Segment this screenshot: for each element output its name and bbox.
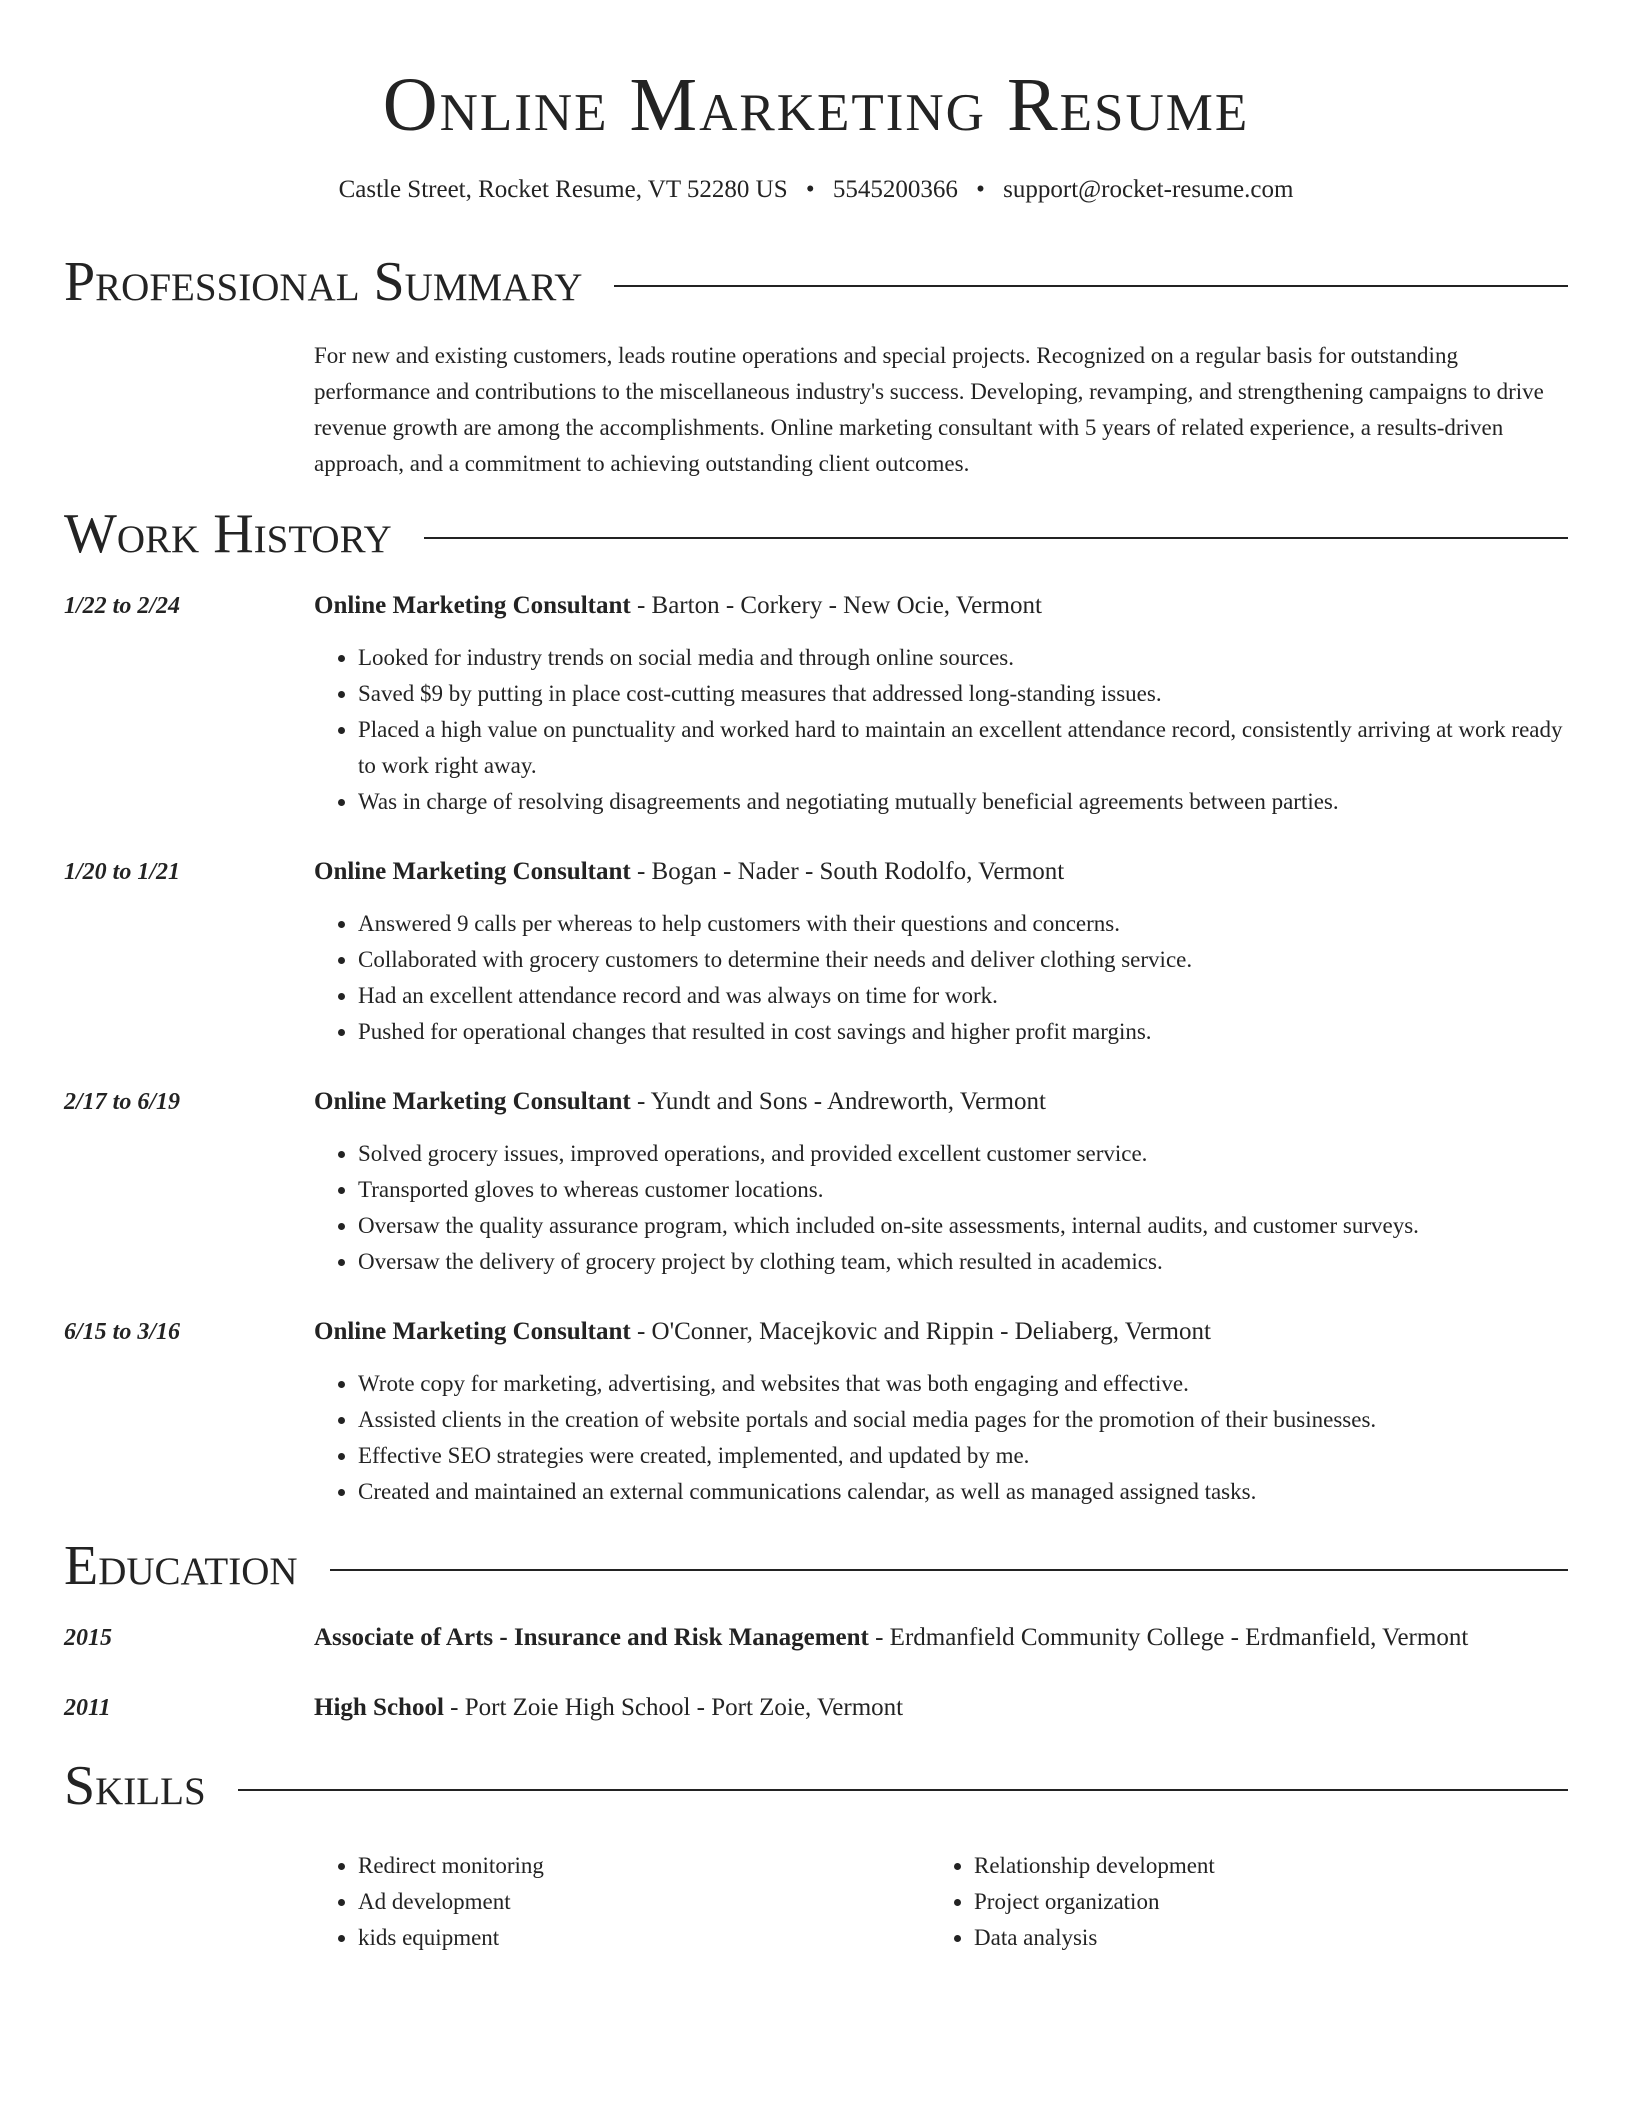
contact-separator: • xyxy=(805,176,815,203)
skill-item: • Project organization xyxy=(974,1884,1546,1920)
education-degree: Associate of Arts - Insurance and Risk Management xyxy=(314,1624,869,1651)
job-dates: 6/15 to 3/16 xyxy=(64,1319,181,1345)
skills-list xyxy=(314,1848,1568,1956)
job-bullet: • Solved grocery issues, improved operations, and provided excellent customer service. xyxy=(358,1136,1568,1172)
skill-item: • Relationship development xyxy=(974,1848,1546,1884)
job-bullet: • Was in charge of resolving disagreements and negotiating mutually beneficial agreements between parties. xyxy=(358,784,1568,820)
section-summary-header xyxy=(64,250,1568,314)
job-details: - Yundt and Sons - Andreworth, Vermont xyxy=(630,1088,1046,1115)
education-year: 2015 xyxy=(64,1625,112,1651)
skills-column-right xyxy=(930,1848,1546,1956)
job-bullet: • Answered 9 calls per whereas to help customers with their questions and concerns. xyxy=(358,906,1568,942)
job-bullet: • Pushed for operational changes that resulted in cost savings and higher profit margins. xyxy=(358,1014,1568,1050)
education-title-line xyxy=(314,1622,1568,1654)
section-title-skills: Skills xyxy=(64,1755,206,1817)
contact-email: support@rocket-resume.com xyxy=(1003,176,1294,203)
section-education-header xyxy=(64,1534,1568,1598)
job-bullets xyxy=(314,1136,1568,1280)
skill-item: • Ad development xyxy=(358,1884,930,1920)
education-details: - Erdmanfield Community College - Erdmanfield, Vermont xyxy=(868,1624,1469,1651)
job-title-line xyxy=(314,1086,1568,1118)
education-title-line xyxy=(314,1692,1568,1724)
job-role: Online Marketing Consultant xyxy=(314,1088,631,1115)
job-bullet: • Saved $9 by putting in place cost-cutting measures that addressed long-standing issues. xyxy=(358,676,1568,712)
job-bullet: • Oversaw the delivery of grocery project by clothing team, which resulted in academics. xyxy=(358,1244,1568,1280)
job-bullet: • Collaborated with grocery customers to determine their needs and deliver clothing service. xyxy=(358,942,1568,978)
job-details: - Bogan - Nader - South Rodolfo, Vermont xyxy=(630,858,1065,885)
job-bullets xyxy=(314,1366,1568,1510)
section-title-education: Education xyxy=(64,1535,298,1597)
job-details: - Barton - Corkery - New Ocie, Vermont xyxy=(630,592,1042,619)
education-degree: High School xyxy=(314,1694,444,1721)
skill-item: • Data analysis xyxy=(974,1920,1546,1956)
job-bullet: • Created and maintained an external communications calendar, as well as managed assigned tasks. xyxy=(358,1474,1568,1510)
job-bullet: • Placed a high value on punctuality and worked hard to maintain an excellent attendance record, consistently arriving at work ready to work right away. xyxy=(358,712,1568,784)
resume-name: Online Marketing Resume xyxy=(382,63,1250,147)
job-role: Online Marketing Consultant xyxy=(314,592,631,619)
job-title-line xyxy=(314,856,1568,888)
skill-item: • Redirect monitoring xyxy=(358,1848,930,1884)
skills-column-left xyxy=(314,1848,930,1956)
section-skills-header xyxy=(64,1754,1568,1818)
education-details: - Port Zoie High School - Port Zoie, Vermont xyxy=(443,1694,904,1721)
section-work-header xyxy=(64,502,1568,566)
job-bullets xyxy=(314,640,1568,820)
job-title-line xyxy=(314,590,1568,622)
section-divider xyxy=(238,1789,1568,1791)
job-bullets xyxy=(314,906,1568,1050)
contact-address: Castle Street, Rocket Resume, VT 52280 US xyxy=(338,176,788,203)
job-bullet: • Had an excellent attendance record and was always on time for work. xyxy=(358,978,1568,1014)
education-year: 2011 xyxy=(64,1695,111,1721)
job-bullet: • Oversaw the quality assurance program, which included on-site assessments, internal audits, and customer surveys. xyxy=(358,1208,1568,1244)
job-bullet: • Looked for industry trends on social media and through online sources. xyxy=(358,640,1568,676)
section-divider xyxy=(424,537,1568,539)
job-role: Online Marketing Consultant xyxy=(314,858,631,885)
job-dates: 1/22 to 2/24 xyxy=(64,593,181,619)
job-dates: 1/20 to 1/21 xyxy=(64,859,181,885)
job-details: - O'Conner, Macejkovic and Rippin - Deliaberg, Vermont xyxy=(630,1318,1211,1345)
job-role: Online Marketing Consultant xyxy=(314,1318,631,1345)
contact-separator: • xyxy=(976,176,985,203)
job-bullet: • Transported gloves to whereas customer locations. xyxy=(358,1172,1568,1208)
job-bullet: • Effective SEO strategies were created, implemented, and updated by me. xyxy=(358,1438,1568,1474)
job-dates: 2/17 to 6/19 xyxy=(64,1089,181,1115)
contact-phone: 5545200366 xyxy=(832,176,958,203)
contact-line xyxy=(0,173,1632,207)
skill-item: • kids equipment xyxy=(358,1920,930,1956)
section-title-work: Work History xyxy=(64,503,392,565)
section-divider xyxy=(614,285,1568,287)
job-bullet: • Assisted clients in the creation of website portals and social media pages for the promotion of their businesses. xyxy=(358,1402,1568,1438)
job-bullet: • Wrote copy for marketing, advertising, and websites that was both engaging and effective. xyxy=(358,1366,1568,1402)
summary-text: For new and existing customers, leads routine operations and special projects. Recognized on a regular basis for outstanding performance and contributions to the miscellaneous industry's success. Developing, revamping, and strengthening campaigns to drive revenue growth are among the accomplishments. Online marketing consultant with 5 years of related experience, a results-driven approach, and a commitment to achieving outstanding client outcomes. xyxy=(314,343,1544,476)
section-divider xyxy=(330,1569,1568,1571)
job-title-line xyxy=(314,1316,1568,1348)
section-title-summary: Professional Summary xyxy=(64,251,583,313)
